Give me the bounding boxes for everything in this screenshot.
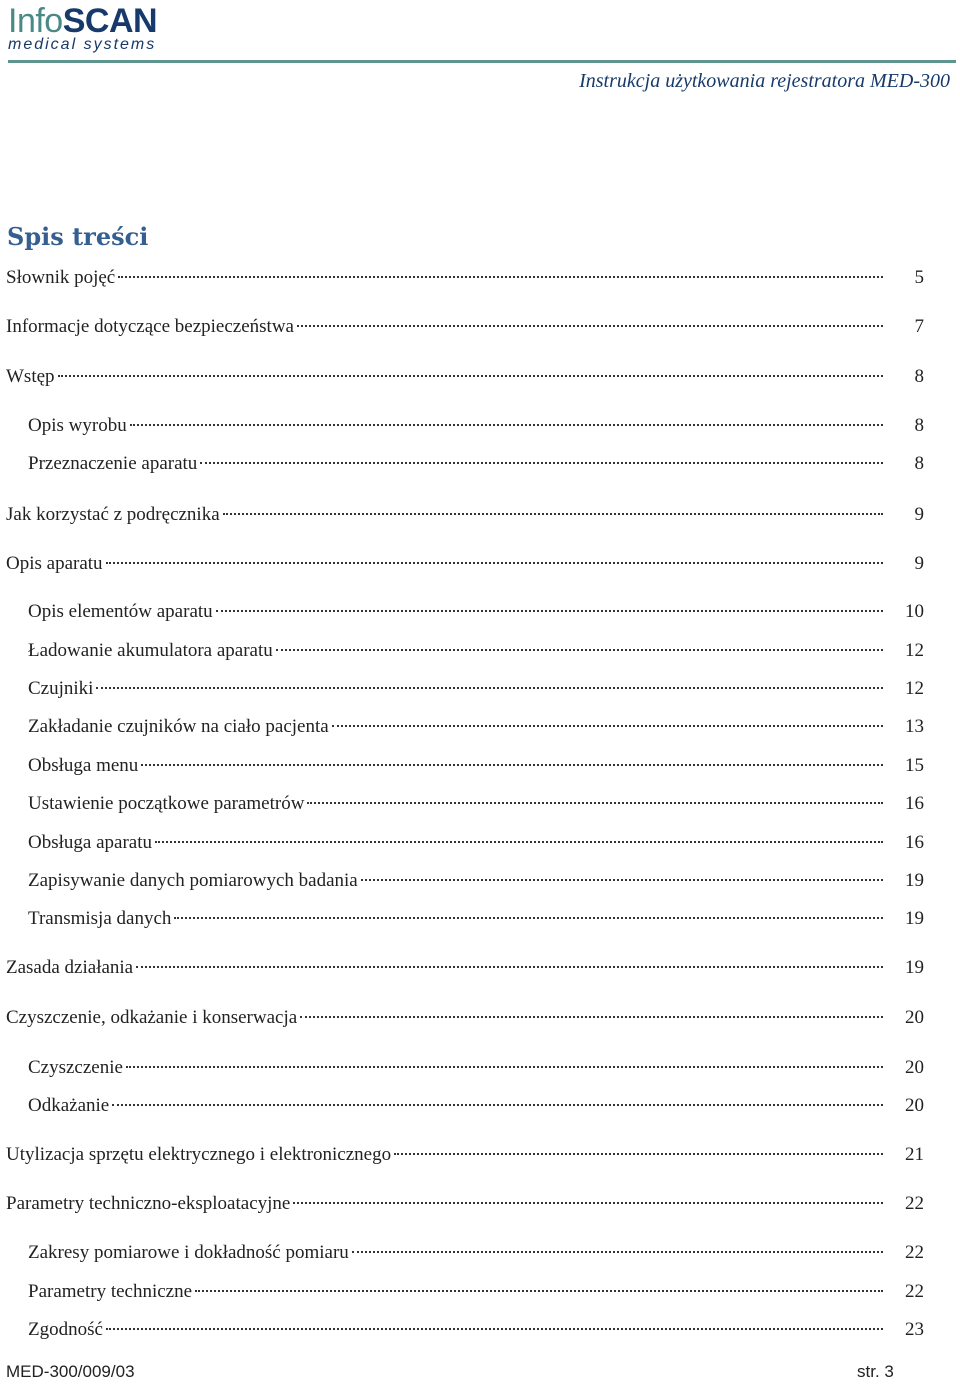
toc-entry-page: 22	[905, 1242, 924, 1263]
toc-dot-leader	[136, 966, 883, 968]
toc-entry-title: Transmisja danych	[28, 908, 172, 929]
toc-entry[interactable]	[0, 1318, 960, 1342]
toc-entry-page: 19	[905, 908, 924, 929]
toc-entry-page: 8	[914, 415, 924, 436]
toc-entry[interactable]	[0, 365, 960, 389]
toc-entry-title: Jak korzystać z podręcznika	[6, 504, 220, 525]
toc-entry-title: Czyszczenie, odkażanie i konserwacja	[6, 1007, 298, 1028]
footer-page-number: str. 3	[857, 1362, 894, 1381]
document-title: Instrukcja użytkowania rejestratora MED-300	[579, 70, 950, 92]
toc-dot-leader	[112, 1104, 883, 1106]
toc-entry-title: Ustawienie początkowe parametrów	[28, 793, 305, 814]
toc-entry[interactable]	[0, 552, 960, 576]
toc-entry[interactable]	[0, 266, 960, 290]
toc-dot-leader	[58, 375, 883, 377]
logo-scan-text: SCAN	[62, 2, 158, 40]
toc-entry[interactable]	[0, 956, 960, 980]
toc-dot-leader	[300, 1016, 883, 1018]
toc-entry-page: 8	[914, 453, 924, 474]
toc-entry-page: 9	[914, 504, 924, 525]
toc-entry-title: Opis elementów aparatu	[28, 601, 213, 622]
toc-entry[interactable]	[0, 754, 960, 778]
toc-entry-page: 16	[905, 793, 924, 814]
toc-entry-page: 8	[914, 366, 924, 387]
toc-entry-title: Obsługa aparatu	[28, 832, 152, 853]
toc-entry-title: Odkażanie	[28, 1095, 110, 1116]
toc-dot-leader	[174, 917, 883, 919]
toc-entry-title: Opis wyrobu	[28, 415, 127, 436]
toc-entry-page: 19	[905, 870, 924, 891]
toc-entry[interactable]	[0, 1143, 960, 1167]
toc-entry-title: Informacje dotyczące bezpieczeństwa	[6, 316, 294, 337]
toc-dot-leader	[130, 424, 883, 426]
toc-entry[interactable]	[0, 1241, 960, 1265]
toc-dot-leader	[118, 276, 883, 278]
toc-entry-title: Parametry techniczne	[28, 1281, 193, 1302]
toc-entry-title: Czyszczenie	[28, 1057, 123, 1078]
toc-entry-page: 13	[905, 716, 924, 737]
toc-entry-page: 23	[905, 1319, 924, 1340]
toc-entry-page: 20	[905, 1057, 924, 1078]
toc-entry-title: Zasada działania	[6, 957, 134, 978]
toc-dot-leader	[332, 725, 883, 727]
logo-subtitle: medical systems	[8, 36, 157, 53]
toc-dot-leader	[352, 1251, 883, 1253]
logo-wordmark	[8, 4, 157, 38]
company-logo	[8, 4, 157, 54]
toc-entry-page: 20	[905, 1095, 924, 1116]
toc-dot-leader	[223, 513, 883, 515]
toc-entry-title: Zapisywanie danych pomiarowych badania	[28, 870, 358, 891]
toc-dot-leader	[195, 1290, 883, 1292]
logo-info-text: Info	[8, 2, 63, 40]
toc-entry[interactable]	[0, 452, 960, 476]
toc-entry[interactable]	[0, 677, 960, 701]
toc-entry-title: Słownik pojęć	[6, 267, 116, 288]
toc-dot-leader	[155, 841, 883, 843]
toc-entry[interactable]	[0, 315, 960, 339]
toc-entry-title: Czujniki	[28, 678, 94, 699]
toc-entry[interactable]	[0, 503, 960, 527]
toc-entry-title: Opis aparatu	[6, 553, 103, 574]
toc-entry-title: Zakresy pomiarowe i dokładność pomiaru	[28, 1242, 349, 1263]
toc-dot-leader	[276, 649, 883, 651]
toc-entry-page: 7	[914, 316, 924, 337]
toc-entry[interactable]	[0, 1006, 960, 1030]
toc-dot-leader	[361, 879, 883, 881]
toc-entry-page: 21	[905, 1144, 924, 1165]
toc-entry-page: 12	[905, 678, 924, 699]
toc-entry[interactable]	[0, 1192, 960, 1216]
toc-entry[interactable]	[0, 715, 960, 739]
toc-entry-page: 12	[905, 640, 924, 661]
toc-entry-title: Ładowanie akumulatora aparatu	[28, 640, 273, 661]
toc-dot-leader	[141, 764, 883, 766]
toc-entry-page: 5	[914, 267, 924, 288]
toc-entry[interactable]	[0, 869, 960, 893]
toc-entry-page: 22	[905, 1281, 924, 1302]
toc-entry-page: 15	[905, 755, 924, 776]
toc-entry-title: Zakładanie czujników na ciało pacjenta	[28, 716, 329, 737]
toc-dot-leader	[200, 462, 883, 464]
toc-dot-leader	[394, 1153, 883, 1155]
toc-dot-leader	[307, 802, 883, 804]
toc-entry-title: Wstęp	[6, 366, 55, 387]
toc-entry-page: 22	[905, 1193, 924, 1214]
toc-entry[interactable]	[0, 1280, 960, 1304]
toc-dot-leader	[106, 1328, 883, 1330]
toc-entry-title: Przeznaczenie aparatu	[28, 453, 198, 474]
toc-entry-page: 10	[905, 601, 924, 622]
toc-entry[interactable]	[0, 639, 960, 663]
toc-entry[interactable]	[0, 1094, 960, 1118]
toc-entry-title: Zgodność	[28, 1319, 103, 1340]
toc-dot-leader	[106, 562, 883, 564]
toc-entry[interactable]	[0, 1056, 960, 1080]
toc-dot-leader	[297, 325, 883, 327]
toc-entry-page: 19	[905, 957, 924, 978]
footer-document-code: MED-300/009/03	[6, 1362, 135, 1381]
toc-entry[interactable]	[0, 907, 960, 931]
toc-entry[interactable]	[0, 792, 960, 816]
toc-entry-title: Utylizacja sprzętu elektrycznego i elektronicznego	[6, 1144, 392, 1165]
header-divider	[8, 60, 956, 63]
toc-entry[interactable]	[0, 831, 960, 855]
toc-dot-leader	[293, 1202, 883, 1204]
toc-entry[interactable]	[0, 414, 960, 438]
toc-entry-title: Parametry techniczno-eksploatacyjne	[6, 1193, 291, 1214]
toc-entry-page: 20	[905, 1007, 924, 1028]
toc-dot-leader	[126, 1066, 883, 1068]
toc-entry-page: 16	[905, 832, 924, 853]
toc-heading: Spis treści	[7, 222, 149, 251]
toc-entry-page: 9	[914, 553, 924, 574]
toc-entry[interactable]	[0, 600, 960, 624]
toc-dot-leader	[216, 610, 883, 612]
toc-dot-leader	[96, 687, 883, 689]
toc-entry-title: Obsługa menu	[28, 755, 139, 776]
